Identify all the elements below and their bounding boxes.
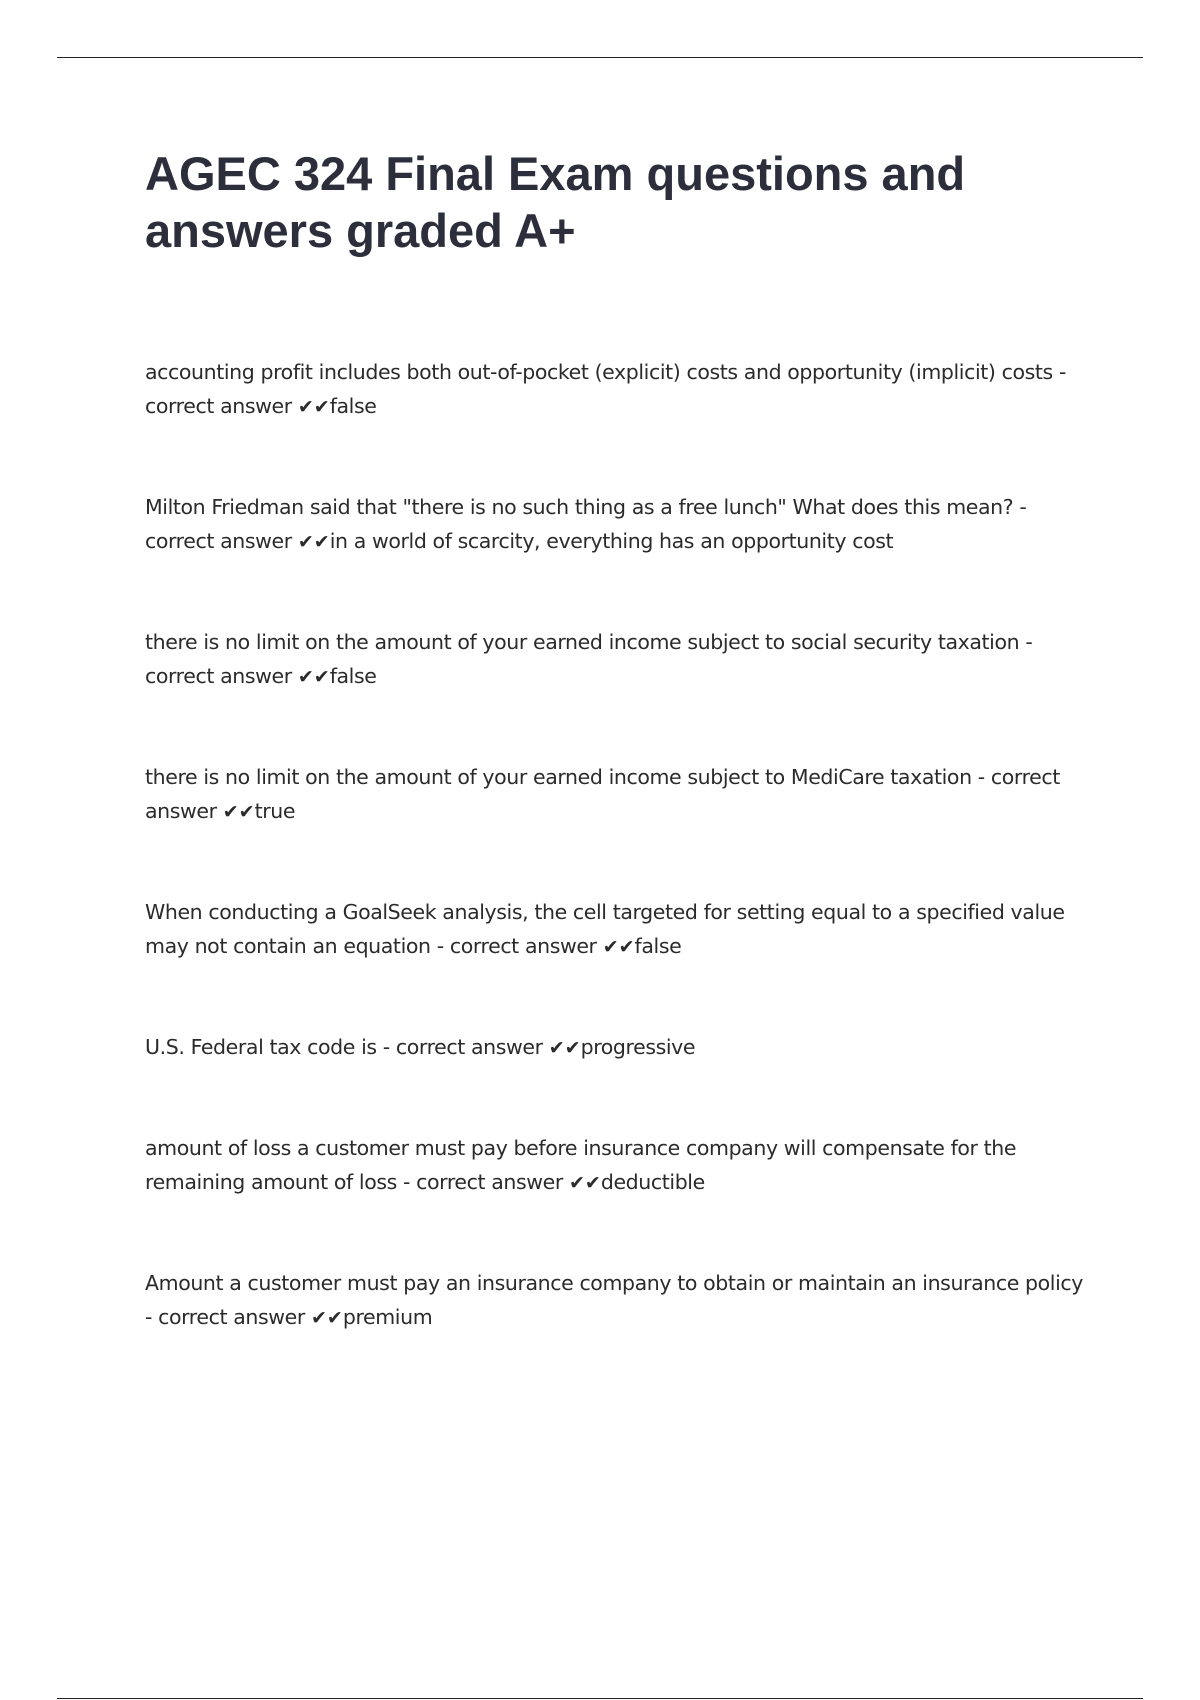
question-text: When conducting a GoalSeek analysis, the cell targeted for setting equal to a specified value may not contain an equation	[145, 900, 1065, 958]
double-check-icon: ✔✔	[569, 1172, 601, 1194]
qa-item	[145, 1266, 1090, 1335]
double-check-icon: ✔✔	[310, 1307, 343, 1329]
qa-item	[145, 1030, 1085, 1065]
answer-label: correct answer	[145, 394, 298, 418]
top-divider	[57, 57, 1143, 58]
separator: -	[430, 934, 450, 958]
question-text: there is no limit on the amount of your earned income subject to MediCare taxation	[145, 765, 972, 789]
question-text: amount of loss a customer must pay before insurance company will compensate for the remaining amount of loss	[145, 1136, 1017, 1194]
answer-label: correct answer	[416, 1170, 570, 1194]
answer-label: correct answer	[145, 529, 298, 553]
answer-label: correct answer	[395, 1035, 549, 1059]
bottom-divider	[57, 1698, 1143, 1699]
answer-label: correct answer	[145, 765, 1067, 823]
question-text: accounting profit includes both out-of-pocket (explicit) costs and opportunity (implicit) costs	[145, 360, 1053, 384]
answer-text: premium	[342, 1305, 433, 1329]
separator: -	[376, 1035, 396, 1059]
double-check-icon: ✔✔	[297, 531, 330, 553]
document-title: AGEC 324 Final Exam questions and answers graded A+	[145, 147, 966, 257]
qa-item	[145, 355, 1085, 424]
qa-item	[145, 760, 1085, 829]
answer-label: correct answer	[145, 664, 298, 688]
double-check-icon: ✔✔	[297, 396, 330, 418]
separator: -	[145, 1271, 1090, 1329]
question-text: U.S. Federal tax code is	[145, 1035, 377, 1059]
answer-text: deductible	[600, 1170, 705, 1194]
double-check-icon: ✔✔	[297, 666, 330, 688]
separator: -	[1019, 630, 1039, 654]
answer-label: correct answer	[158, 1305, 311, 1329]
qa-item	[145, 625, 1085, 694]
separator: -	[1013, 495, 1033, 519]
question-text: Amount a customer must pay an insurance company to obtain or maintain an insurance policy	[145, 1271, 1083, 1295]
separator: -	[396, 1170, 417, 1194]
answer-text: in a world of scarcity, everything has an opportunity cost	[329, 529, 894, 553]
answer-text: false	[329, 664, 377, 688]
double-check-icon: ✔✔	[222, 801, 255, 823]
separator: -	[1052, 360, 1073, 384]
answer-label: correct answer	[449, 934, 603, 958]
qa-item	[145, 490, 1085, 559]
question-text: there is no limit on the amount of your earned income subject to social security taxation	[145, 630, 1020, 654]
qa-list	[145, 355, 1090, 1401]
answer-text: false	[329, 394, 377, 418]
answer-text: false	[634, 934, 682, 958]
qa-item	[145, 895, 1085, 964]
question-text: Milton Friedman said that "there is no such thing as a free lunch" What does this mean?	[145, 495, 1014, 519]
double-check-icon: ✔✔	[548, 1037, 581, 1059]
answer-text: true	[254, 799, 296, 823]
qa-item	[145, 1131, 1085, 1200]
answer-text: progressive	[580, 1035, 696, 1059]
separator: -	[971, 765, 991, 789]
double-check-icon: ✔✔	[602, 936, 635, 958]
